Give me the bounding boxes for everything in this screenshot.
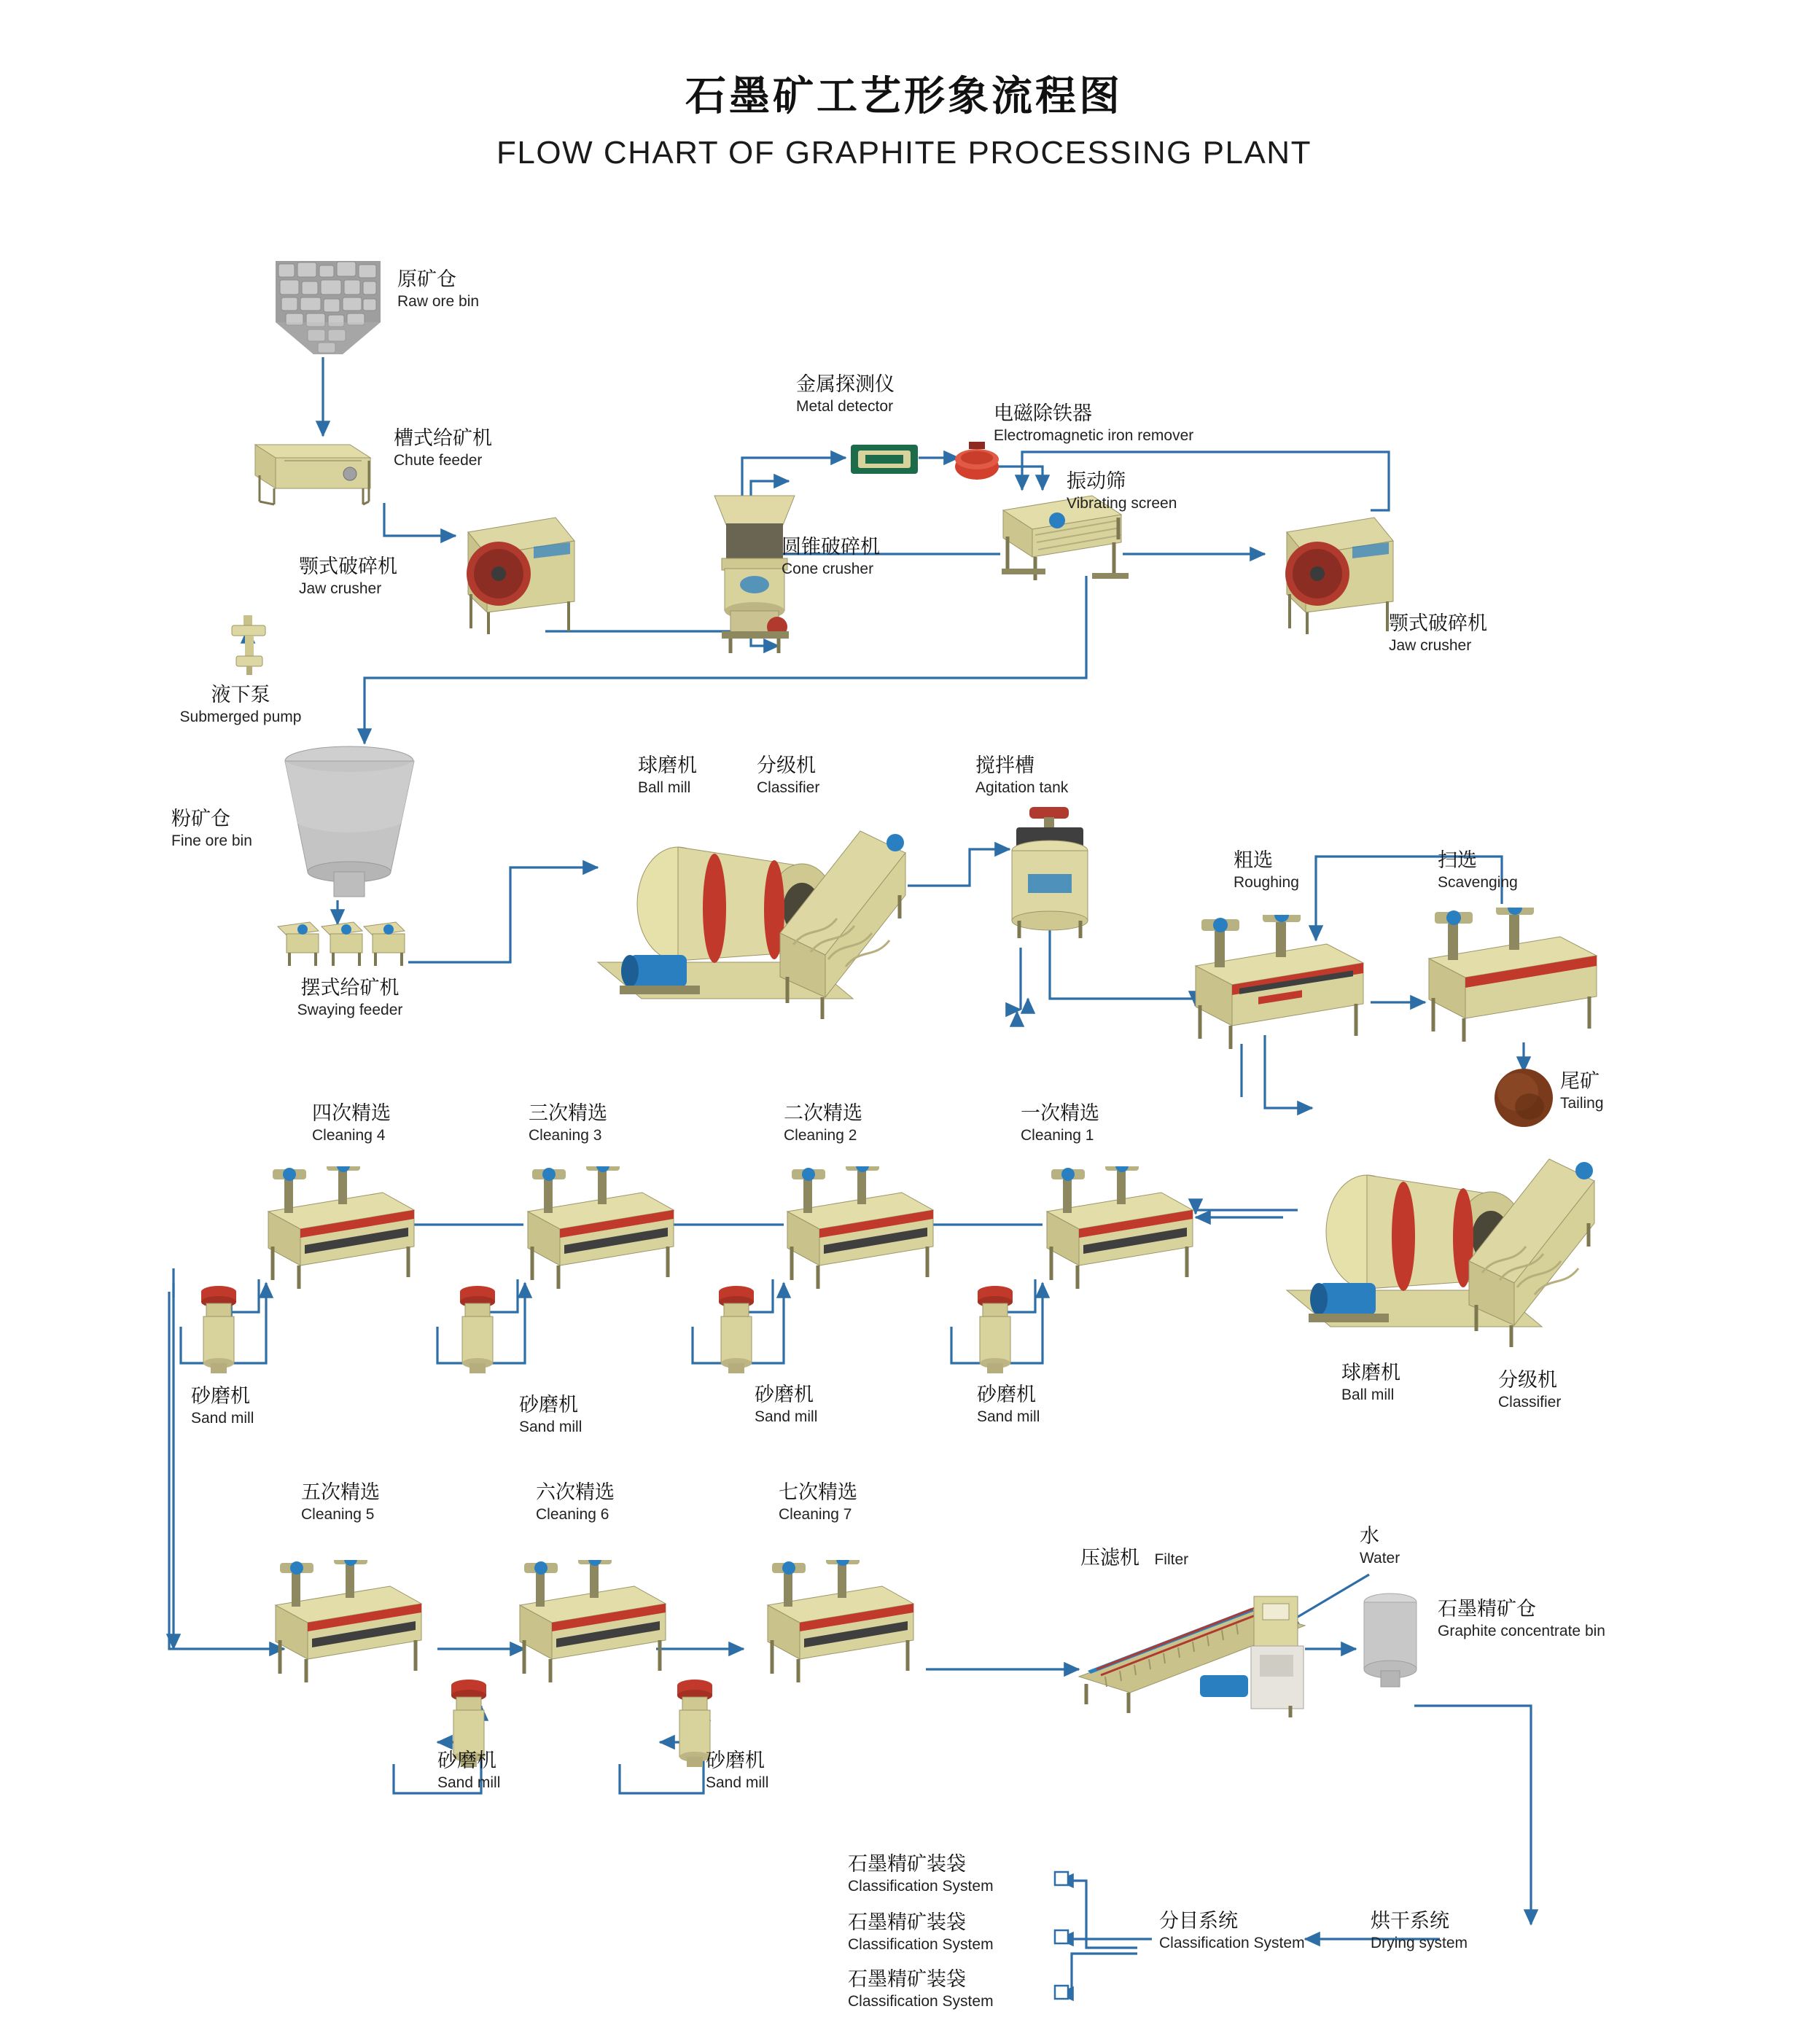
label-cleaning-4-en: Cleaning 4	[312, 1126, 386, 1144]
label-cleaning-5-en: Cleaning 5	[301, 1505, 375, 1523]
label-metal-detector	[796, 373, 895, 416]
label-bagging-3	[848, 1968, 994, 2011]
page-title-en: FLOW CHART OF GRAPHITE PROCESSING PLANT	[496, 135, 1312, 171]
label-classifier-1-en: Classifier	[757, 779, 820, 796]
label-metal-detector-cn: 金属探测仪	[796, 373, 895, 396]
label-cone-crusher	[782, 536, 880, 579]
ball-mill-2-graphic	[1279, 1108, 1600, 1356]
label-sand-mill-4-en: Sand mill	[977, 1408, 1040, 1425]
label-sand-mill-4-cn: 砂磨机	[977, 1384, 1036, 1406]
label-cleaning-2	[784, 1102, 862, 1145]
ball-mill-1-graphic	[591, 780, 911, 1028]
sand-mill-1-graphic	[193, 1283, 244, 1378]
raw-ore-bin-graphic	[270, 255, 386, 364]
label-bagging-1	[848, 1853, 994, 1896]
label-jaw-crusher-2-en: Jaw crusher	[1389, 636, 1472, 654]
label-scavenging	[1438, 849, 1518, 892]
label-cleaning-2-en: Cleaning 2	[784, 1126, 857, 1144]
agitation-tank-graphic	[999, 805, 1101, 944]
label-iron-remover	[994, 402, 1193, 445]
cleaning-2-cells-graphic	[782, 1166, 938, 1294]
jaw-crusher-2-graphic	[1265, 503, 1403, 641]
label-classifier-2-en: Classifier	[1498, 1393, 1562, 1411]
cleaning-5-cells-graphic	[270, 1560, 426, 1688]
label-sand-mill-6-en: Sand mill	[706, 1774, 769, 1791]
label-raw-ore-bin	[397, 268, 479, 311]
label-sand-mill-4	[977, 1384, 1040, 1427]
label-classifier-2	[1498, 1369, 1561, 1412]
label-water	[1360, 1525, 1400, 1568]
label-submerged-pump-cn: 液下泵	[211, 684, 270, 706]
label-ball-mill-2	[1341, 1362, 1400, 1405]
label-classifier-1-cn: 分级机	[757, 754, 816, 777]
label-cone-crusher-en: Cone crusher	[782, 560, 874, 577]
label-vibrating-screen-en: Vibrating screen	[1067, 494, 1177, 512]
label-bagging-1-cn: 石墨精矿装袋	[848, 1853, 966, 1876]
sand-mill-4-graphic	[970, 1283, 1021, 1378]
cleaning-3-cells-graphic	[522, 1166, 679, 1294]
label-filter	[1080, 1547, 1188, 1571]
label-ball-mill-2-cn: 球磨机	[1341, 1362, 1400, 1384]
label-agitation-tank-cn: 搅拌槽	[975, 754, 1034, 777]
label-sand-mill-1-cn: 砂磨机	[191, 1385, 250, 1408]
label-metal-detector-en: Metal detector	[796, 397, 894, 415]
label-sand-mill-5-cn: 砂磨机	[437, 1750, 496, 1772]
label-iron-remover-cn: 电磁除铁器	[994, 402, 1092, 425]
sand-mill-2-graphic	[452, 1283, 503, 1378]
label-cleaning-3-cn: 三次精选	[529, 1102, 607, 1125]
label-cleaning-4-cn: 四次精选	[312, 1102, 391, 1125]
label-sand-mill-6-cn: 砂磨机	[706, 1750, 765, 1772]
label-jaw-crusher-1-en: Jaw crusher	[299, 580, 382, 597]
label-drying-system-cn: 烘干系统	[1371, 1910, 1449, 1932]
label-cleaning-1-cn: 一次精选	[1021, 1102, 1099, 1125]
label-swaying-feeder-en: Swaying feeder	[297, 1001, 403, 1018]
label-sand-mill-2-cn: 砂磨机	[519, 1394, 578, 1416]
label-raw-ore-bin-en: Raw ore bin	[397, 292, 480, 310]
label-classifier-2-cn: 分级机	[1498, 1369, 1557, 1392]
label-fine-ore-bin-en: Fine ore bin	[171, 832, 252, 849]
label-bagging-1-en: Classification System	[848, 1877, 994, 1895]
label-scavenging-en: Scavenging	[1438, 873, 1518, 891]
graphite-bin-graphic	[1357, 1589, 1423, 1698]
label-iron-remover-en: Electromagnetic iron remover	[994, 426, 1194, 444]
cleaning-6-cells-graphic	[514, 1560, 671, 1688]
label-water-cn: 水	[1360, 1525, 1379, 1548]
sand-mill-3-graphic	[711, 1283, 762, 1378]
label-graphite-bin	[1438, 1598, 1605, 1641]
metal-detector-graphic	[848, 437, 921, 481]
label-water-en: Water	[1360, 1549, 1400, 1567]
label-filter-cn: 压滤机	[1080, 1547, 1139, 1569]
label-sand-mill-5-en: Sand mill	[437, 1774, 501, 1791]
label-raw-ore-bin-cn: 原矿仓	[397, 268, 456, 291]
label-cleaning-6	[536, 1481, 615, 1524]
label-jaw-crusher-2-cn: 颚式破碎机	[1389, 612, 1487, 635]
submerged-pump-graphic	[226, 612, 277, 678]
label-sand-mill-3-cn: 砂磨机	[755, 1384, 814, 1406]
label-cleaning-5	[301, 1481, 380, 1524]
bagging-box-2-graphic	[1051, 1926, 1073, 1948]
label-sand-mill-3-en: Sand mill	[755, 1408, 818, 1425]
cleaning-4-cells-graphic	[262, 1166, 419, 1294]
label-bagging-2-en: Classification System	[848, 1935, 994, 1953]
label-chute-feeder-cn: 槽式给矿机	[394, 427, 492, 450]
scavenging-cells-graphic	[1422, 908, 1604, 1046]
swaying-feeder-graphic	[273, 915, 412, 973]
label-bagging-3-cn: 石墨精矿装袋	[848, 1968, 966, 1991]
label-graphite-bin-cn: 石墨精矿仓	[1438, 1598, 1536, 1620]
cleaning-1-cells-graphic	[1041, 1166, 1198, 1294]
label-grading-system	[1159, 1910, 1305, 1953]
label-vibrating-screen-cn: 振动筛	[1067, 470, 1126, 493]
label-sand-mill-6	[706, 1750, 768, 1793]
label-fine-ore-bin	[171, 808, 252, 851]
label-cleaning-6-en: Cleaning 6	[536, 1505, 609, 1523]
cleaning-7-cells-graphic	[762, 1560, 919, 1688]
label-fine-ore-bin-cn: 粉矿仓	[171, 808, 230, 830]
label-submerged-pump-en: Submerged pump	[179, 708, 302, 725]
label-sand-mill-2	[519, 1394, 582, 1437]
label-jaw-crusher-2	[1389, 612, 1487, 655]
label-grading-system-en: Classification System	[1159, 1934, 1305, 1951]
label-tailing	[1560, 1070, 1604, 1113]
label-classifier-1	[757, 754, 819, 797]
label-roughing-cn: 粗选	[1234, 849, 1273, 872]
label-cleaning-6-cn: 六次精选	[536, 1481, 615, 1504]
label-cleaning-3-en: Cleaning 3	[529, 1126, 602, 1144]
label-cleaning-1-en: Cleaning 1	[1021, 1126, 1094, 1144]
label-cleaning-7-en: Cleaning 7	[779, 1505, 852, 1523]
bagging-box-1-graphic	[1051, 1868, 1073, 1889]
label-cleaning-7-cn: 七次精选	[779, 1481, 857, 1504]
label-agitation-tank	[975, 754, 1068, 797]
chute-feeder-graphic	[241, 432, 386, 508]
label-cleaning-3	[529, 1102, 607, 1145]
label-sand-mill-2-en: Sand mill	[519, 1418, 582, 1435]
label-bagging-2	[848, 1911, 994, 1954]
label-chute-feeder	[394, 427, 492, 470]
label-bagging-3-en: Classification System	[848, 1992, 994, 2010]
label-cleaning-5-cn: 五次精选	[301, 1481, 380, 1504]
label-ball-mill-1-en: Ball mill	[638, 779, 691, 796]
label-cleaning-7	[779, 1481, 857, 1524]
label-cone-crusher-cn: 圆锥破碎机	[782, 536, 880, 558]
label-cleaning-4	[312, 1102, 391, 1145]
label-sand-mill-1	[191, 1385, 254, 1428]
label-grading-system-cn: 分目系统	[1159, 1910, 1238, 1932]
label-roughing-en: Roughing	[1234, 873, 1299, 891]
label-ball-mill-1-cn: 球磨机	[638, 754, 697, 777]
label-sand-mill-5	[437, 1750, 500, 1793]
label-graphite-bin-en: Graphite concentrate bin	[1438, 1622, 1605, 1639]
label-sand-mill-3	[755, 1384, 817, 1427]
label-chute-feeder-en: Chute feeder	[394, 451, 483, 469]
label-swaying-feeder-cn: 摆式给矿机	[300, 977, 400, 999]
fine-ore-bin-graphic	[278, 744, 421, 908]
label-cleaning-2-cn: 二次精选	[784, 1102, 862, 1125]
label-scavenging-cn: 扫选	[1438, 849, 1477, 872]
label-filter-en: Filter	[1154, 1551, 1189, 1568]
label-jaw-crusher-1	[299, 555, 397, 598]
page-title-cn: 石墨矿工艺形象流程图	[685, 73, 1123, 120]
label-roughing	[1234, 849, 1299, 892]
label-sand-mill-1-en: Sand mill	[191, 1409, 254, 1427]
roughing-cells-graphic	[1188, 915, 1371, 1053]
label-ball-mill-1	[638, 754, 697, 797]
label-tailing-en: Tailing	[1560, 1094, 1604, 1112]
label-swaying-feeder	[297, 977, 403, 1020]
label-ball-mill-2-en: Ball mill	[1341, 1386, 1395, 1403]
filter-press-graphic	[1072, 1567, 1341, 1728]
label-submerged-pump	[180, 684, 302, 727]
label-vibrating-screen	[1067, 470, 1177, 513]
label-agitation-tank-en: Agitation tank	[975, 779, 1069, 796]
label-jaw-crusher-1-cn: 颚式破碎机	[299, 555, 397, 578]
label-drying-system-en: Drying system	[1371, 1934, 1468, 1951]
bagging-box-3-graphic	[1051, 1981, 1073, 2003]
label-bagging-2-cn: 石墨精矿装袋	[848, 1911, 966, 1934]
label-tailing-cn: 尾矿	[1560, 1070, 1599, 1093]
label-drying-system	[1371, 1910, 1468, 1953]
label-cleaning-1	[1021, 1102, 1099, 1145]
jaw-crusher-1-graphic	[446, 503, 585, 641]
